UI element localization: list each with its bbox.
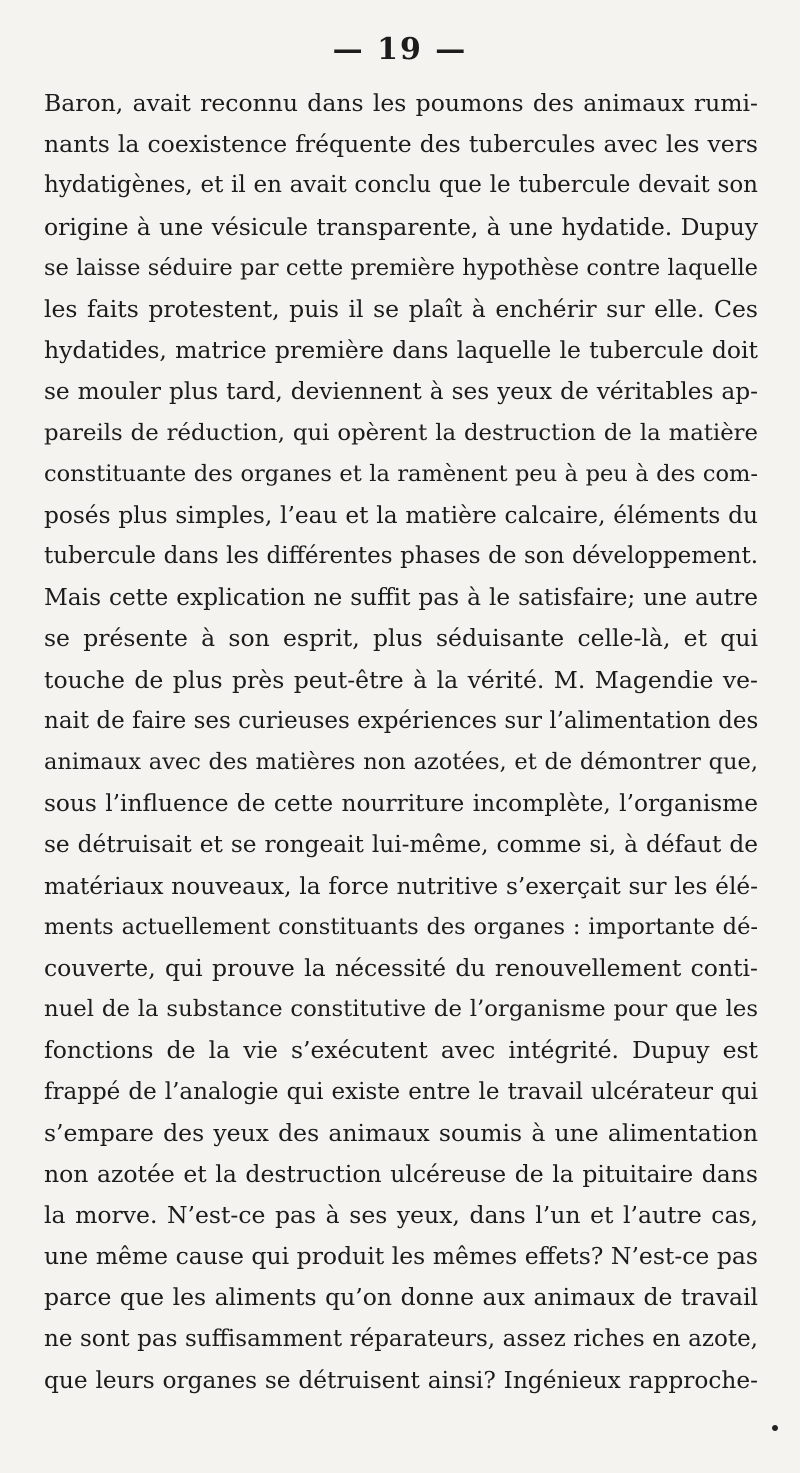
text-line: tubercule dans les différentes phases de son développement.	[44, 543, 758, 570]
body-text	[44, 83, 758, 1401]
text-line: non azotée et la destruction ulcéreuse de la pituitaire dans	[44, 1159, 758, 1188]
text-line: nants la coexistence fréquente des tubercules avec les vers	[44, 130, 758, 159]
text-line: se mouler plus tard, deviennent à ses yeux de véritables ap-	[44, 378, 758, 406]
text-line: Mais cette explication ne suffit pas à le satisfaire; une autre	[44, 584, 758, 612]
text-line: frappé de l’analogie qui existe entre le travail ulcérateur qui	[44, 1078, 758, 1105]
text-line: ments actuellement constituants des organes : importante dé-	[44, 913, 758, 940]
text-line: Baron, avait reconnu dans les poumons des animaux rumi-	[44, 89, 758, 117]
text-line: hydatigènes, et il en avait conclu que le tubercule devait son	[44, 172, 758, 199]
text-line: nait de faire ses curieuses expériences sur l’alimentation des	[44, 707, 759, 734]
text-line: pareils de réduction, qui opèrent la destruction de la matière	[44, 419, 758, 446]
text-line: une même cause qui produit les mêmes effets? N’est-ce pas	[44, 1242, 758, 1271]
ink-dot	[772, 1425, 778, 1431]
text-line: posés plus simples, l’eau et la matière calcaire, éléments du	[44, 501, 758, 529]
text-line: nuel de la substance constitutive de l’organisme pour que les	[44, 996, 758, 1023]
text-line: ne sont pas suffisamment réparateurs, assez riches en azote,	[44, 1325, 758, 1352]
page-number: — 19 —	[332, 32, 468, 67]
text-line: hydatides, matrice première dans laquelle le tubercule doit	[44, 336, 758, 365]
text-line: fonctions de la vie s’exécutent avec intégrité. Dupuy est	[44, 1036, 758, 1065]
text-line: touche de plus près peut-être à la vérité. M. Magendie ve-	[44, 665, 758, 694]
text-line: parce que les aliments qu’on donne aux animaux de travail	[44, 1283, 758, 1312]
text-line: que leurs organes se détruisent ainsi? Ingénieux rapproche-	[44, 1366, 758, 1394]
text-line: les faits protestent, puis il se plaît à enchérir sur elle. Ces	[44, 294, 758, 323]
text-line: matériaux nouveaux, la force nutritive s’exerçait sur les élé-	[44, 872, 758, 900]
text-line: se détruisait et se rongeait lui-même, comme si, à défaut de	[44, 831, 758, 859]
text-line: constituante des organes et la ramènent peu à peu à des com-	[44, 460, 758, 487]
text-line: sous l’influence de cette nourriture incomplète, l’organisme	[44, 790, 758, 818]
text-line: se présente à son esprit, plus séduisante celle-là, et qui	[44, 624, 758, 653]
text-line: s’empare des yeux des animaux soumis à une alimentation	[44, 1118, 758, 1147]
text-line: couverte, qui prouve la nécessité du renouvellement conti-	[44, 953, 758, 982]
text-line: la morve. N’est-ce pas à ses yeux, dans l’un et l’autre cas,	[44, 1201, 758, 1230]
text-line: animaux avec des matières non azotées, et de démontrer que,	[44, 749, 758, 775]
text-line: origine à une vésicule transparente, à une hydatide. Dupuy	[44, 212, 758, 241]
text-line: se laisse séduire par cette première hypothèse contre laquelle	[44, 254, 758, 281]
